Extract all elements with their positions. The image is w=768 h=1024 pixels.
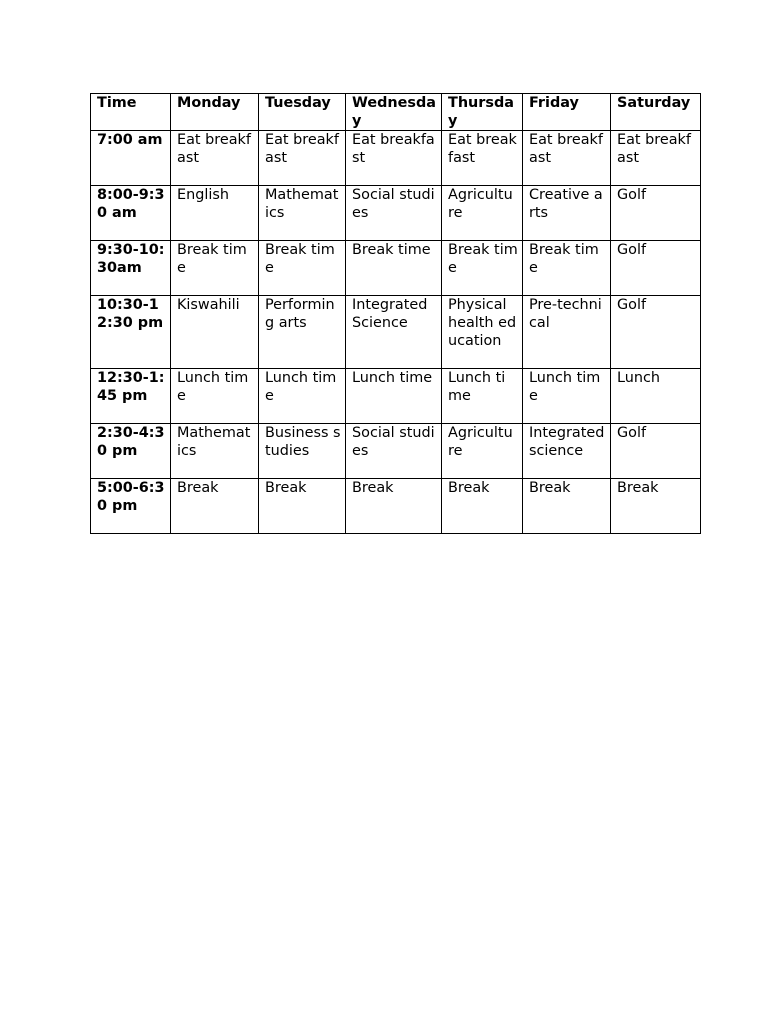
- header-friday: Friday: [523, 94, 611, 131]
- table-cell: Golf: [611, 241, 701, 296]
- table-cell: Lunch time: [346, 369, 442, 424]
- table-cell: Golf: [611, 424, 701, 479]
- table-row: [91, 424, 701, 479]
- table-cell: Social studies: [346, 424, 442, 479]
- table-row: [91, 241, 701, 296]
- table-cell: Eat breakfast: [442, 131, 523, 186]
- table-row: [91, 479, 701, 534]
- table-cell: Eat breakfast: [171, 131, 259, 186]
- table-cell: Eat breakfast: [523, 131, 611, 186]
- table-cell: Break: [442, 479, 523, 534]
- time-cell: 10:30-12:30 pm: [91, 296, 171, 369]
- table-cell: Pre-technical: [523, 296, 611, 369]
- table-header-row: [91, 94, 701, 131]
- time-cell: 12:30-1:45 pm: [91, 369, 171, 424]
- table-cell: Integrated science: [523, 424, 611, 479]
- table-cell: Eat breakfast: [259, 131, 346, 186]
- table-cell: Lunch time: [171, 369, 259, 424]
- table-cell: Break: [611, 479, 701, 534]
- header-monday: Monday: [171, 94, 259, 131]
- table-cell: Lunch: [611, 369, 701, 424]
- table-cell: Mathematics: [171, 424, 259, 479]
- time-cell: 5:00-6:30 pm: [91, 479, 171, 534]
- table-cell: Break: [346, 479, 442, 534]
- header-wednesday: Wednesday: [346, 94, 442, 131]
- table-cell: Agriculture: [442, 424, 523, 479]
- header-tuesday: Tuesday: [259, 94, 346, 131]
- table-row: [91, 131, 701, 186]
- table-cell: Lunch time: [259, 369, 346, 424]
- table-cell: Business studies: [259, 424, 346, 479]
- table-cell: Eat breakfast: [611, 131, 701, 186]
- table-cell: English: [171, 186, 259, 241]
- table-cell: Break time: [259, 241, 346, 296]
- table-cell: Eat breakfast: [346, 131, 442, 186]
- time-cell: 7:00 am: [91, 131, 171, 186]
- table-cell: Break time: [171, 241, 259, 296]
- table-cell: Physical health education: [442, 296, 523, 369]
- weekly-timetable: [90, 93, 701, 534]
- table-cell: Golf: [611, 296, 701, 369]
- table-cell: Break time: [346, 241, 442, 296]
- table-row: [91, 369, 701, 424]
- time-cell: 8:00-9:30 am: [91, 186, 171, 241]
- time-cell: 9:30-10:30am: [91, 241, 171, 296]
- table-cell: Integrated Science: [346, 296, 442, 369]
- table-cell: Break: [259, 479, 346, 534]
- table-cell: Lunch time: [523, 369, 611, 424]
- table-cell: Agriculture: [442, 186, 523, 241]
- table-row: [91, 296, 701, 369]
- table-cell: Kiswahili: [171, 296, 259, 369]
- table-cell: Break: [171, 479, 259, 534]
- header-saturday: Saturday: [611, 94, 701, 131]
- header-thursday: Thursday: [442, 94, 523, 131]
- table-cell: Performing arts: [259, 296, 346, 369]
- table-cell: Creative arts: [523, 186, 611, 241]
- time-cell: 2:30-4:30 pm: [91, 424, 171, 479]
- header-time: Time: [91, 94, 171, 131]
- table-cell: Break time: [442, 241, 523, 296]
- table-cell: Break time: [523, 241, 611, 296]
- table-cell: Break: [523, 479, 611, 534]
- table-cell: Mathematics: [259, 186, 346, 241]
- table-row: [91, 186, 701, 241]
- table-cell: Lunch time: [442, 369, 523, 424]
- table-cell: Social studies: [346, 186, 442, 241]
- table-cell: Golf: [611, 186, 701, 241]
